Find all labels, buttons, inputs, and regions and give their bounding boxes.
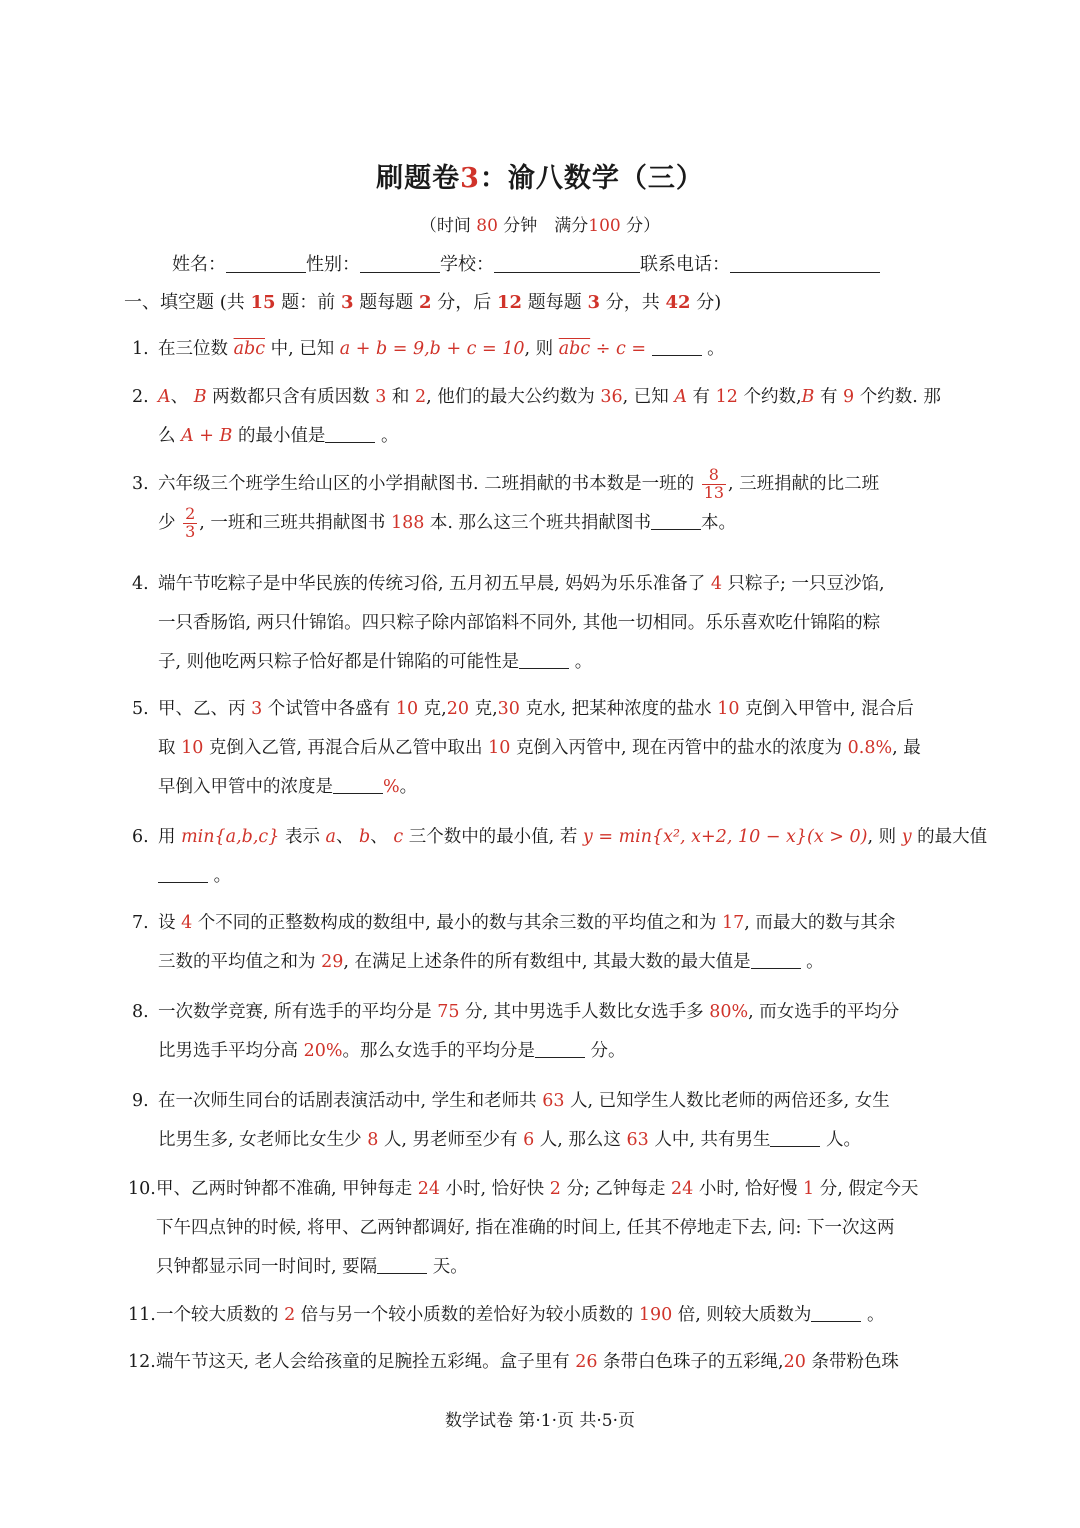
question-number: 1.: [132, 339, 149, 359]
math-term: %: [383, 777, 400, 797]
math-term: 17: [721, 913, 745, 933]
question-text: 。: [701, 339, 725, 359]
question-text: 一只香肠馅, 两只什锦馅。四只粽子除内部馅料不同外, 其他一切相同。乐乐喜欢吃什锦陷的粽: [158, 613, 881, 633]
math-term: 10: [181, 738, 204, 758]
answer-blank[interactable]: [770, 1130, 820, 1147]
math-term: b: [359, 827, 371, 847]
question-text: 人, 已知学生人数比老师的两倍还多, 女生: [564, 1091, 890, 1111]
question-text: 在三位数: [158, 339, 234, 359]
question-text: 下午四点钟的时候, 将甲、乙两钟都调好, 指在准确的时间上, 任其不停地走下去, 问: 下一次这两: [156, 1218, 895, 1238]
math-term: 80%: [709, 1002, 749, 1022]
question-number: 10.: [128, 1179, 156, 1199]
question-11: [128, 1296, 953, 1335]
question-text: 甲、乙两时钟都不准确, 甲钟每走: [156, 1179, 418, 1199]
exam-meta: （时间 80 分钟 满分100 分）: [419, 216, 661, 236]
question-text: 端午节这天, 老人会给孩童的足腕拴五彩绳。盒子里有: [156, 1352, 576, 1372]
question-text: , 在满足上述条件的所有数组中, 其最大数的最大值是: [343, 952, 751, 972]
question-9: [132, 1082, 957, 1160]
question-number: 7.: [132, 913, 149, 933]
math-term: B: [801, 387, 815, 407]
question-text: , 已知: [622, 387, 675, 407]
math-term: 4: [710, 574, 722, 594]
math-term: 2: [284, 1305, 296, 1325]
question-text: 。: [399, 777, 418, 797]
answer-blank[interactable]: [519, 652, 569, 669]
fraction: $\frac{8}{13}$: [703, 465, 725, 502]
question-text: 天。: [427, 1257, 468, 1277]
question-3: [132, 465, 957, 543]
question-text: 克倒入乙管, 再混合后从乙管中取出: [203, 738, 489, 758]
math-term: 3: [375, 387, 387, 407]
answer-blank[interactable]: [325, 426, 375, 443]
question-text: 在一次师生同台的话剧表演活动中, 学生和老师共: [158, 1091, 543, 1111]
question-text: , 最: [892, 738, 921, 758]
phone-field[interactable]: [730, 254, 880, 273]
question-text: 分。: [584, 1041, 626, 1061]
question-1: [132, 330, 957, 369]
question-text: 。: [569, 652, 593, 672]
question-text: 六年级三个班学生给山区的小学捐献图书. 二班捐献的书本数是一班的: [158, 474, 700, 494]
question-text: 用: [158, 827, 182, 847]
question-number: 3.: [132, 474, 149, 494]
question-text: 设: [158, 913, 182, 933]
question-text: 人中, 共有男生: [648, 1130, 771, 1150]
question-text: 。: [800, 952, 824, 972]
gender-field[interactable]: [360, 254, 440, 273]
math-term: $\overline{abc}$: [233, 339, 265, 359]
question-8: [132, 993, 957, 1071]
math-term: A + B: [181, 426, 233, 446]
math-term: 26: [575, 1352, 598, 1372]
math-term: c: [393, 827, 404, 847]
question-text: 的最大值: [911, 827, 988, 847]
question-text: 倍与另一个较小质数的差恰好为较小质数的: [295, 1305, 639, 1325]
math-term: A: [158, 387, 171, 407]
question-text: , 一班和三班共捐献图书: [199, 513, 391, 533]
math-term: 10: [488, 738, 511, 758]
question-text: 。: [375, 426, 399, 446]
math-term: y: [901, 827, 912, 847]
math-term: 190: [638, 1305, 673, 1325]
math-term: 20%: [303, 1041, 343, 1061]
math-term: 20: [783, 1352, 806, 1372]
question-4: [132, 565, 957, 682]
question-text: 、: [370, 827, 394, 847]
question-text: 。: [208, 866, 232, 886]
math-term: 36: [600, 387, 623, 407]
question-text: 、: [335, 827, 360, 847]
question-text: 小时, 恰好快: [439, 1179, 550, 1199]
question-number: 5.: [132, 699, 149, 719]
student-info-row: [172, 250, 880, 276]
question-text: , 而女选手的平均分: [748, 1002, 900, 1022]
question-text: 早倒入甲管中的浓度是: [158, 777, 333, 797]
question-text: 分, 假定今天: [814, 1179, 919, 1199]
question-text: , 而最大的数与其余: [744, 913, 896, 933]
question-text: 只粽子; 一只豆沙馅,: [721, 574, 885, 594]
math-term: 8: [367, 1130, 379, 1150]
math-term: 75: [437, 1002, 460, 1022]
question-text: 子, 则他吃两只粽子恰好都是什锦陷的可能性是: [158, 652, 520, 672]
question-text: 本。: [701, 513, 737, 533]
question-text: 人, 男老师至少有: [378, 1130, 524, 1150]
question-text: 比男生多, 女老师比女生少: [158, 1130, 368, 1150]
math-term: 63: [626, 1130, 649, 1150]
question-text: 一个较大质数的: [156, 1305, 285, 1325]
question-text: 三个数中的最小值, 若: [403, 827, 583, 847]
page-title: 刷题卷3：渝八数学（三）: [376, 163, 704, 194]
math-term: 188: [390, 513, 425, 533]
math-term: 2: [415, 387, 427, 407]
question-text: 的最小值是: [232, 426, 326, 446]
phone-label: 联系电话：: [640, 254, 730, 275]
page-footer: 数学试卷 第·1·页 共·5·页: [444, 1411, 636, 1431]
question-text: 分; 乙钟每走: [560, 1179, 671, 1199]
math-term: ÷ c =: [590, 339, 652, 359]
name-label: 姓名：: [172, 254, 226, 275]
fraction: $\frac{2}{3}$: [185, 504, 196, 541]
question-text: 少: [158, 513, 182, 533]
math-term: 10: [395, 699, 419, 719]
question-2: [132, 378, 957, 456]
math-term: 63: [542, 1091, 565, 1111]
question-text: 、: [170, 387, 194, 407]
question-text: 个不同的正整数构成的数组中, 最小的数与其余三数的平均值之和为: [192, 913, 722, 933]
math-term: 24: [670, 1179, 694, 1199]
question-text: 克倒入丙管中, 现在丙管中的盐水的浓度为: [510, 738, 848, 758]
math-term: y = min{x², x+2, 10 − x}(x > 0): [582, 827, 868, 847]
question-text: 个约数,: [737, 387, 802, 407]
question-number: 2.: [132, 387, 149, 407]
question-text: 取: [158, 738, 182, 758]
question-number: 6.: [132, 827, 149, 847]
math-term: $\overline{abc}$: [558, 339, 591, 359]
question-7: [132, 904, 957, 982]
math-term: 24: [417, 1179, 440, 1199]
answer-blank[interactable]: [158, 866, 208, 883]
answer-blank[interactable]: [751, 952, 801, 969]
question-text: 克,: [418, 699, 447, 719]
question-text: , 则: [524, 339, 559, 359]
math-term: 30: [497, 699, 520, 719]
math-term: a + b = 9,b + c = 10: [339, 339, 525, 359]
question-number: 9.: [132, 1091, 149, 1111]
question-text: 。: [861, 1305, 885, 1325]
question-text: 么: [158, 426, 182, 446]
question-text: 表示: [279, 827, 326, 847]
math-term: 10: [717, 699, 740, 719]
question-text: 中, 已知: [265, 339, 340, 359]
math-term: 2: [549, 1179, 561, 1199]
question-text: 一次数学竞赛, 所有选手的平均分是: [158, 1002, 438, 1022]
question-text: , 三班捐献的比二班: [728, 474, 880, 494]
math-term: a: [325, 827, 336, 847]
question-text: 克,: [469, 699, 498, 719]
question-text: 小时, 恰好慢: [693, 1179, 804, 1199]
question-text: 人, 那么这: [534, 1130, 627, 1150]
section-heading: 一、填空题 (共 15 题：前 3 题每题 2 分，后 12 题每题 3 分，共 42 分): [124, 292, 722, 313]
question-number: 8.: [132, 1002, 149, 1022]
question-text: , 则: [867, 827, 902, 847]
question-number: 11.: [128, 1305, 156, 1325]
answer-blank[interactable]: [811, 1305, 861, 1322]
math-term: A: [674, 387, 687, 407]
answer-blank[interactable]: [377, 1257, 427, 1274]
math-term: 6: [523, 1130, 535, 1150]
question-text: 倍, 则较大质数为: [672, 1305, 812, 1325]
question-text: 人。: [820, 1130, 862, 1150]
question-5: [132, 690, 957, 807]
question-text: 分, 其中男选手人数比女选手多: [459, 1002, 710, 1022]
math-term: 9: [843, 387, 855, 407]
question-text: 只钟都显示同一时间时, 要隔: [156, 1257, 378, 1277]
question-text: 条带粉色珠: [805, 1352, 899, 1372]
question-number: 12.: [128, 1352, 156, 1372]
question-text: 个试管中各盛有: [262, 699, 396, 719]
question-12: [128, 1343, 953, 1382]
math-term: B: [193, 387, 207, 407]
question-text: 条带白色珠子的五彩绳,: [597, 1352, 784, 1372]
question-number: 4.: [132, 574, 149, 594]
math-term: min{a,b,c}: [181, 827, 280, 847]
question-text: 。那么女选手的平均分是: [342, 1041, 535, 1061]
answer-blank[interactable]: [535, 1041, 585, 1058]
gender-label: 性别：: [306, 254, 360, 275]
question-text: 克倒入甲管中, 混合后: [739, 699, 914, 719]
school-label: 学校：: [440, 254, 494, 275]
question-text: 端午节吃粽子是中华民族的传统习俗, 五月初五早晨, 妈妈为乐乐准备了: [158, 574, 711, 594]
name-field[interactable]: [226, 254, 306, 273]
question-text: 甲、乙、丙: [158, 699, 252, 719]
math-term: 4: [181, 913, 193, 933]
question-text: 两数都只含有质因数: [206, 387, 376, 407]
question-text: , 他们的最大公约数为: [426, 387, 601, 407]
math-term: 29: [321, 952, 344, 972]
answer-blank[interactable]: [333, 777, 383, 794]
question-text: 克水, 把某种浓度的盐水: [519, 699, 718, 719]
answer-blank[interactable]: [651, 513, 701, 530]
question-text: 有: [686, 387, 716, 407]
question-text: 三数的平均值之和为: [158, 952, 322, 972]
question-10: [128, 1170, 953, 1287]
question-text: 和: [386, 387, 415, 407]
math-term: 3: [251, 699, 263, 719]
question-text: 本. 那么这三个班共捐献图书: [424, 513, 652, 533]
school-field[interactable]: [494, 254, 640, 273]
question-text: 比男选手平均分高: [158, 1041, 304, 1061]
math-term: 20: [446, 699, 470, 719]
answer-blank[interactable]: [652, 339, 702, 356]
question-6: [132, 818, 988, 896]
question-text: 个约数. 那: [854, 387, 941, 407]
math-term: 12: [715, 387, 738, 407]
math-term: 0.8%: [847, 738, 893, 758]
math-term: 1: [803, 1179, 815, 1199]
question-text: 有: [814, 387, 844, 407]
